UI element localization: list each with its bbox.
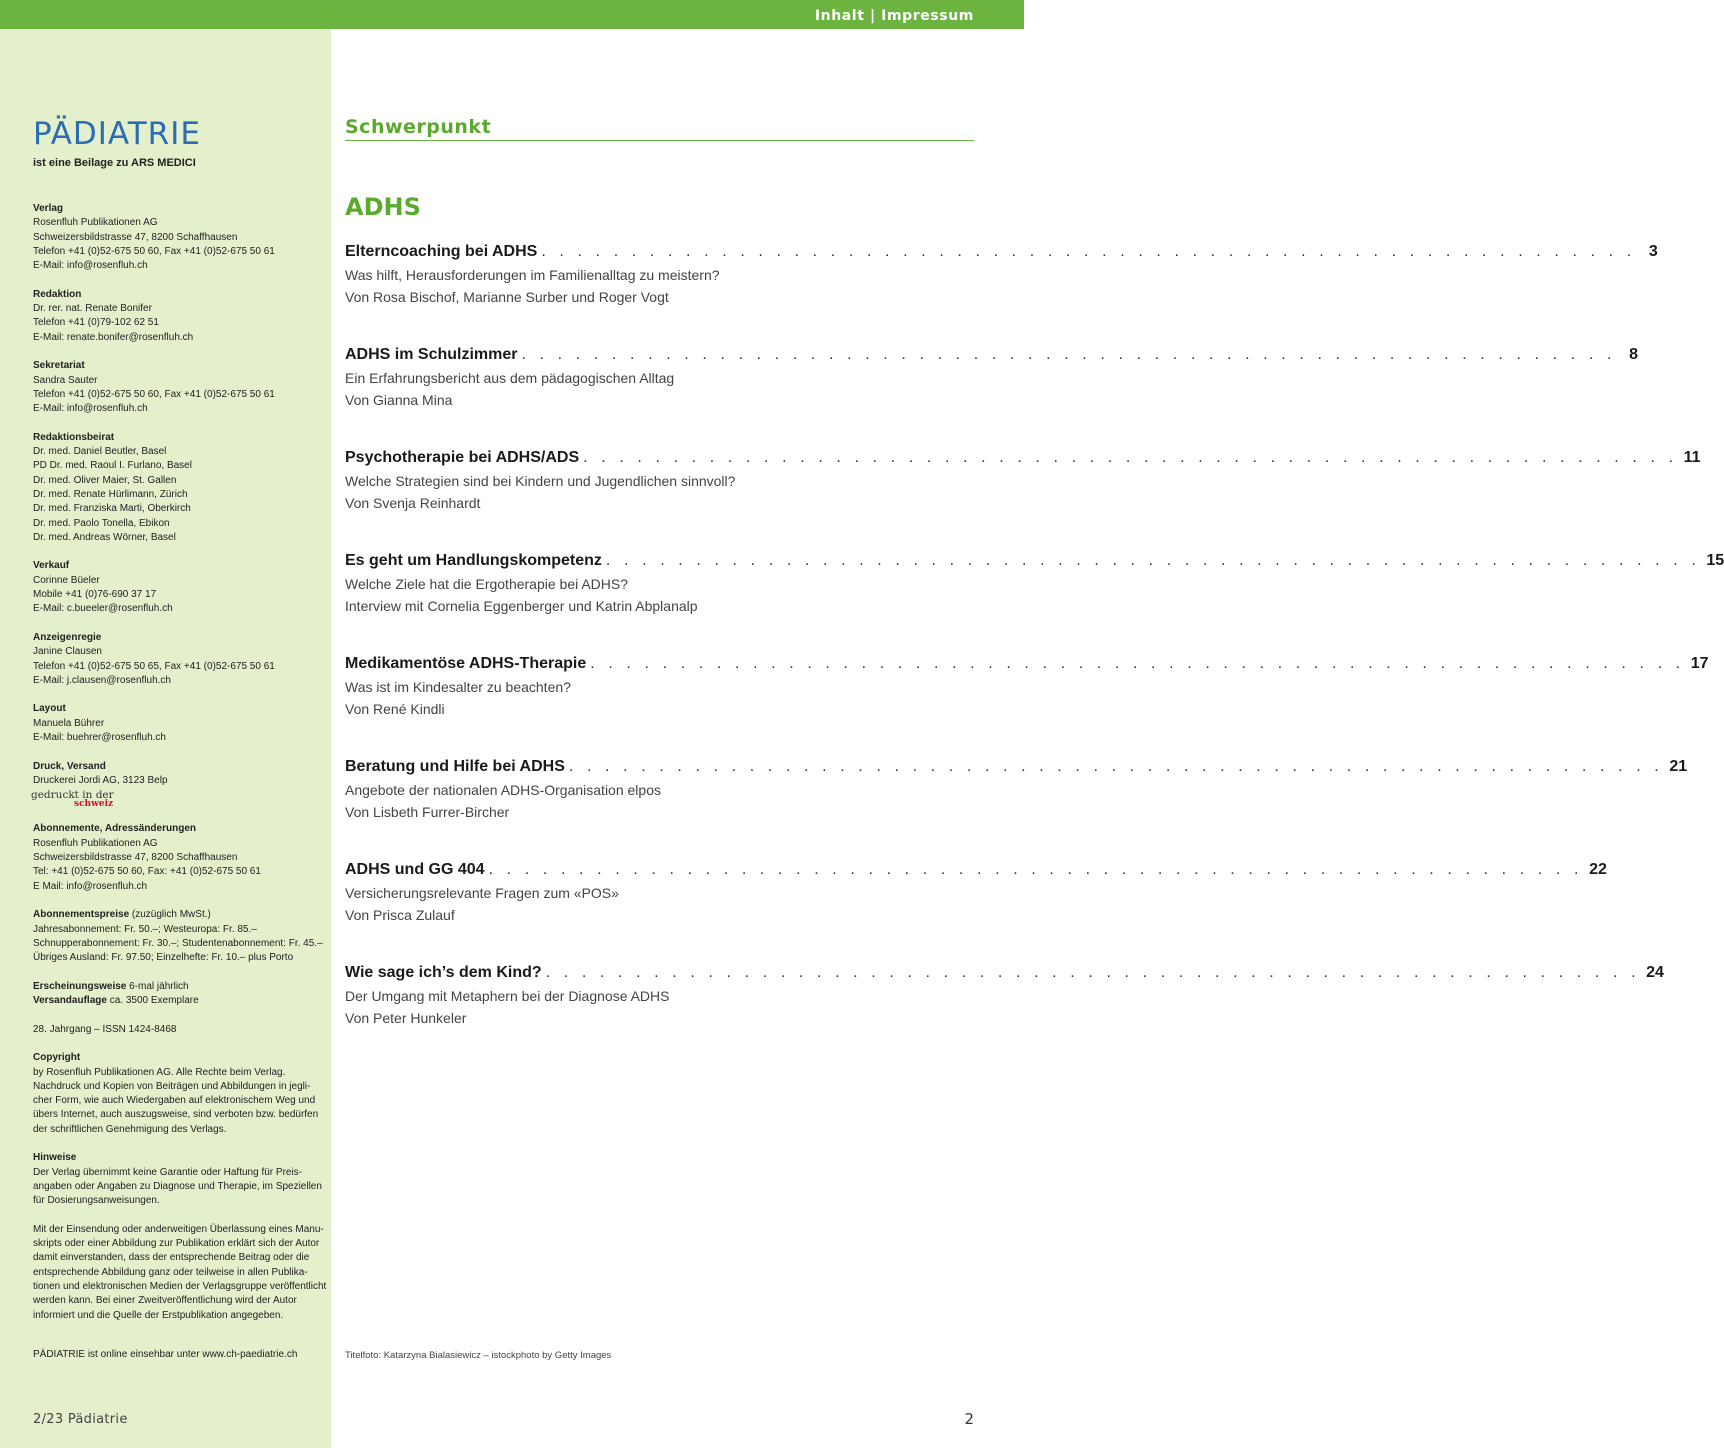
imprint-heading: Redaktionsbeirat — [33, 431, 115, 443]
imprint-verkauf — [33, 559, 318, 616]
printed-in-switzerland-logo — [33, 789, 318, 808]
imprint-value: 6-mal jährlich — [126, 980, 189, 992]
toc-leader: . . . . . . . . . . . . . . . . . . . . . . . . . . . . . . . . . . . . . . . . . . . . . . . . . . . . . . . . . . . . . — [521, 346, 1616, 363]
imprint-heading: Abonnemente, Adressänderungen — [33, 823, 196, 835]
toc-entry-title: ADHS im Schulzimmer — [345, 346, 518, 363]
toc-entry[interactable] — [345, 243, 1658, 308]
imprint-line: Dr. med. Renate Hürlimann, Zürich — [33, 488, 188, 500]
toc-entry[interactable] — [345, 964, 1664, 1029]
section-divider — [345, 140, 974, 141]
imprint-druck — [33, 760, 318, 809]
imprint-heading: Druck, Versand — [33, 760, 106, 772]
imprint-line: E-Mail: renate.bonifer@rosenfluh.ch — [33, 331, 194, 343]
toc-entry-subtitle: Was ist im Kindesalter zu beachten? — [345, 679, 571, 695]
imprint-heading: Verkauf — [33, 560, 70, 572]
toc-entry-authors: Von René Kindli — [345, 701, 445, 717]
imprint-line: übers Internet, auch auszugsweise, sind verboten bzw. bedürfen — [33, 1109, 319, 1121]
toc-entry-subtitle: Welche Strategien sind bei Kindern und Jugendlichen sinnvoll? — [345, 473, 736, 489]
imprint-value: ca. 3500 Exemplare — [106, 995, 199, 1007]
magazine-title: PÄDIATRIE — [33, 116, 201, 152]
toc-entry-title: Beratung und Hilfe bei ADHS — [345, 758, 565, 775]
section-title: Schwerpunkt — [345, 116, 492, 138]
toc-leader: . . . . . . . . . . . . . . . . . . . . . . . . . . . . . . . . . . . . . . . . . . . . . . . . . . . . . . . . . . . . . — [488, 861, 1584, 878]
toc-entry-subtitle: Ein Erfahrungsbericht aus dem pädagogischen Alltag — [345, 370, 675, 386]
imprint-line: Sandra Sauter — [33, 374, 98, 386]
toc-page-number: 3 — [1648, 243, 1658, 260]
toc-entry-title: Wie sage ich’s dem Kind? — [345, 964, 542, 981]
toc-leader: . . . . . . . . . . . . . . . . . . . . . . . . . . . . . . . . . . . . . . . . . . . . . . . . . . . . . . . . . . . . . — [605, 552, 1701, 569]
imprint-line: Druckerei Jordi AG, 3123 Belp — [33, 774, 168, 786]
imprint-anzeigen — [33, 631, 318, 688]
toc-entry-title-row — [345, 552, 1724, 573]
toc-leader: . . . . . . . . . . . . . . . . . . . . . . . . . . . . . . . . . . . . . . . . . . . . . . . . . . . . . . . . . . . . . — [568, 758, 1664, 775]
toc-entry-title-row — [345, 964, 1664, 985]
imprint-line: Dr. med. Oliver Maier, St. Gallen — [33, 474, 177, 486]
toc-entry[interactable] — [345, 655, 1709, 720]
imprint-jahrgang — [33, 1023, 318, 1037]
printmark-text-top: gedruckt in der — [31, 789, 114, 802]
imprint-line: 28. Jahrgang – ISSN 1424-8468 — [33, 1023, 177, 1035]
toc-entry-authors: Interview mit Cornelia Eggenberger und Katrin Abplanalp — [345, 598, 698, 614]
imprint-line: Rosenfluh Publikationen AG — [33, 837, 158, 849]
imprint-line: entsprechende Abbildung ganz oder teilweise in allen Publika- — [33, 1266, 308, 1278]
imprint-line: E-Mail: c.bueeler@rosenfluh.ch — [33, 603, 173, 615]
imprint-abo — [33, 822, 318, 893]
imprint-line: PD Dr. med. Raoul I. Furlano, Basel — [33, 460, 192, 472]
toc-entry-authors: Von Gianna Mina — [345, 392, 453, 408]
toc-entry-authors: Von Peter Hunkeler — [345, 1010, 467, 1026]
imprint-line: werden kann. Bei einer Zweitveröffentlichung wird der Autor — [33, 1295, 297, 1307]
imprint-line: der schriftlichen Genehmigung des Verlags. — [33, 1123, 227, 1135]
imprint-erscheinung — [33, 980, 318, 1009]
imprint-line: E-Mail: info@rosenfluh.ch — [33, 260, 148, 272]
imprint-line: Schweizersbildstrasse 47, 8200 Schaffhausen — [33, 852, 238, 864]
imprint-line: Corinne Büeler — [33, 574, 100, 586]
imprint-line — [33, 994, 318, 1008]
imprint-line: Janine Clausen — [33, 646, 102, 658]
printmark-text-bottom: schweiz — [74, 799, 114, 810]
imprint-heading: Layout — [33, 703, 66, 715]
toc-entry-title: Medikamentöse ADHS-Therapie — [345, 655, 587, 672]
imprint-heading-line — [33, 908, 318, 922]
imprint-line: E Mail: info@rosenfluh.ch — [33, 880, 148, 892]
toc-entry-subtitle: Versicherungsrelevante Fragen zum «POS» — [345, 885, 619, 901]
imprint-line: skripts oder einer Abbildung zur Publikation erklärt sich der Autor — [33, 1238, 320, 1250]
toc-entry-title-row — [345, 346, 1638, 367]
topic-heading: ADHS — [345, 193, 421, 221]
toc-page-number: 21 — [1669, 758, 1688, 775]
imprint-line: Telefon +41 (0)52-675 50 65, Fax +41 (0)52-675 50 61 — [33, 660, 275, 672]
toc-entry-subtitle: Angebote der nationalen ADHS-Organisation elpos — [345, 782, 661, 798]
magazine-subtitle: ist eine Beilage zu ARS MEDICI — [33, 157, 196, 169]
imprint-line: Rosenfluh Publikationen AG — [33, 217, 158, 229]
imprint-heading: Redaktion — [33, 288, 82, 300]
imprint-heading: Verlag — [33, 203, 64, 214]
imprint-line: für Dosierungsanweisungen. — [33, 1195, 160, 1207]
footer-page-number: 2 — [964, 1410, 974, 1428]
imprint-line: Telefon +41 (0)52-675 50 60, Fax +41 (0)52-675 50 61 — [33, 245, 275, 257]
toc-entry-subtitle: Welche Ziele hat die Ergotherapie bei ADHS? — [345, 576, 629, 592]
imprint-line: damit einverstanden, dass der entsprechende Beitrag oder die — [33, 1252, 310, 1264]
toc-entry-authors: Von Svenja Reinhardt — [345, 495, 481, 511]
imprint-verlag — [33, 202, 318, 273]
imprint-label: Versandauflage — [33, 995, 107, 1007]
imprint-line: Dr. med. Franziska Marti, Oberkirch — [33, 503, 191, 515]
toc-page-number: 15 — [1706, 552, 1724, 569]
imprint-line: Übriges Ausland: Fr. 97.50; Einzelhefte: Fr. 10.– plus Porto — [33, 952, 294, 964]
imprint-line: Tel: +41 (0)52-675 50 60, Fax: +41 (0)52-675 50 61 — [33, 866, 261, 878]
imprint-line: cher Form, wie auch Wiedergaben auf elektronischem Weg und — [33, 1095, 316, 1107]
imprint-sekretariat — [33, 359, 318, 416]
toc-entry-title-row — [345, 758, 1688, 779]
toc-entry-subtitle: Was hilft, Herausforderungen im Familienalltag zu meistern? — [345, 267, 720, 283]
toc-page-number: 24 — [1646, 964, 1664, 981]
imprint-line: Dr. med. Paolo Tonella, Ebikon — [33, 517, 170, 529]
imprint-line: Telefon +41 (0)52-675 50 60, Fax +41 (0)52-675 50 61 — [33, 388, 275, 400]
imprint-line: E-Mail: j.clausen@rosenfluh.ch — [33, 674, 171, 686]
toc-entry-authors: Von Lisbeth Furrer-Bircher — [345, 804, 510, 820]
imprint-hinweise — [33, 1151, 322, 1208]
imprint-copyright — [33, 1051, 318, 1137]
toc-entry[interactable] — [345, 449, 1701, 514]
toc-entry-title: Psychotherapie bei ADHS/ADS — [345, 449, 580, 466]
section-header-label: Inhalt | Impressum — [814, 8, 974, 24]
imprint-line: E-Mail: buehrer@rosenfluh.ch — [33, 731, 166, 743]
imprint-heading: Anzeigenregie — [33, 631, 102, 643]
imprint-layout — [33, 702, 318, 745]
top-bar — [0, 0, 1024, 29]
imprint-line: tionen und elektronischen Medien der Verlagsgruppe veröffentlicht — [33, 1280, 327, 1292]
imprint-line: angaben oder Angaben zu Diagnose und Therapie, im Speziellen — [33, 1180, 322, 1192]
imprint-line: Dr. rer. nat. Renate Bonifer — [33, 303, 152, 315]
toc-entry-title-row — [345, 655, 1709, 676]
imprint-heading-note: (zuzüglich MwSt.) — [129, 909, 211, 921]
online-note: PÄDIATRIE ist online einsehbar unter www.ch-paediatrie.ch — [33, 1349, 298, 1360]
imprint-line: Jahresabonnement: Fr. 50.–; Westeuropa: Fr. 85.– — [33, 923, 257, 935]
toc-page-number: 8 — [1629, 346, 1638, 363]
toc-entry-title-row — [345, 861, 1607, 882]
toc-entry-title: ADHS und GG 404 — [345, 861, 485, 878]
imprint-preise — [33, 908, 323, 965]
imprint-line: Dr. med. Daniel Beutler, Basel — [33, 446, 167, 458]
imprint — [31, 202, 327, 1337]
imprint-line: Dr. med. Andreas Wörner, Basel — [33, 531, 176, 543]
toc-page-number: 11 — [1683, 449, 1701, 466]
imprint-heading: Abonnementspreise — [33, 909, 130, 921]
imprint-line — [33, 980, 318, 994]
toc-entry[interactable] — [345, 758, 1688, 823]
imprint-line: Schnupperabonnement: Fr. 30.–; Studentenabonnement: Fr. 45.– — [33, 937, 323, 949]
toc-entry-title: Es geht um Handlungskompetenz — [345, 552, 602, 569]
imprint-line: Mit der Einsendung oder anderweitigen Überlassung eines Manu- — [33, 1223, 324, 1235]
imprint-beirat — [33, 431, 318, 545]
toc-leader: . . . . . . . . . . . . . . . . . . . . . . . . . . . . . . . . . . . . . . . . . . . . . . . . . . . . . . . . . . . . . — [545, 964, 1641, 981]
toc-entry-authors: Von Prisca Zulauf — [345, 907, 455, 923]
photo-credit: Titelfoto: Katarzyna Bialasiewicz – istockphoto by Getty Images — [345, 1350, 612, 1361]
toc-entry-title: Elterncoaching bei ADHS — [345, 243, 538, 260]
footer-issue: 2/23 Pädiatrie — [33, 1412, 128, 1427]
toc-leader: . . . . . . . . . . . . . . . . . . . . . . . . . . . . . . . . . . . . . . . . . . . . . . . . . . . . . . . . . . . . . — [590, 655, 1685, 672]
imprint-line: Der Verlag übernimmt keine Garantie oder Haftung für Preis- — [33, 1166, 303, 1178]
imprint-line: Schweizersbildstrasse 47, 8200 Schaffhausen — [33, 231, 238, 243]
toc-entry-title-row — [345, 449, 1701, 470]
imprint-heading: Sekretariat — [33, 360, 85, 372]
toc-entry-title-row — [345, 243, 1658, 264]
imprint-line: E-Mail: info@rosenfluh.ch — [33, 403, 148, 415]
toc-entry-authors: Von Rosa Bischof, Marianne Surber und Roger Vogt — [345, 289, 669, 305]
imprint-einsendung — [33, 1223, 327, 1323]
toc-leader: . . . . . . . . . . . . . . . . . . . . . . . . . . . . . . . . . . . . . . . . . . . . . . . . . . . . . . . . . . . . . — [541, 243, 1636, 260]
toc-entry[interactable] — [345, 552, 1724, 617]
toc-entry-subtitle: Der Umgang mit Metaphern bei der Diagnose ADHS — [345, 988, 670, 1004]
imprint-heading: Hinweise — [33, 1152, 77, 1164]
imprint-line: Telefon +41 (0)79-102 62 51 — [33, 317, 159, 329]
imprint-line: Mobile +41 (0)76-690 37 17 — [33, 589, 157, 601]
imprint-line: by Rosenfluh Publikationen AG. Alle Rechte beim Verlag. — [33, 1066, 286, 1078]
toc-entry[interactable] — [345, 346, 1638, 411]
imprint-line: Nachdruck und Kopien von Beiträgen und Abbildungen in jegli- — [33, 1080, 311, 1092]
imprint-line: Manuela Bührer — [33, 717, 105, 729]
imprint-label: Erscheinungsweise — [33, 980, 127, 992]
toc-page-number: 22 — [1589, 861, 1607, 878]
imprint-redaktion — [33, 288, 318, 345]
toc-page-number: 17 — [1690, 655, 1709, 672]
toc-leader: . . . . . . . . . . . . . . . . . . . . . . . . . . . . . . . . . . . . . . . . . . . . . . . . . . . . . . . . . . . . . — [583, 449, 1678, 466]
imprint-line: informiert und die Quelle der Erstpublikation angegeben. — [33, 1309, 284, 1321]
toc-entry[interactable] — [345, 861, 1607, 926]
imprint-heading: Copyright — [33, 1052, 81, 1064]
